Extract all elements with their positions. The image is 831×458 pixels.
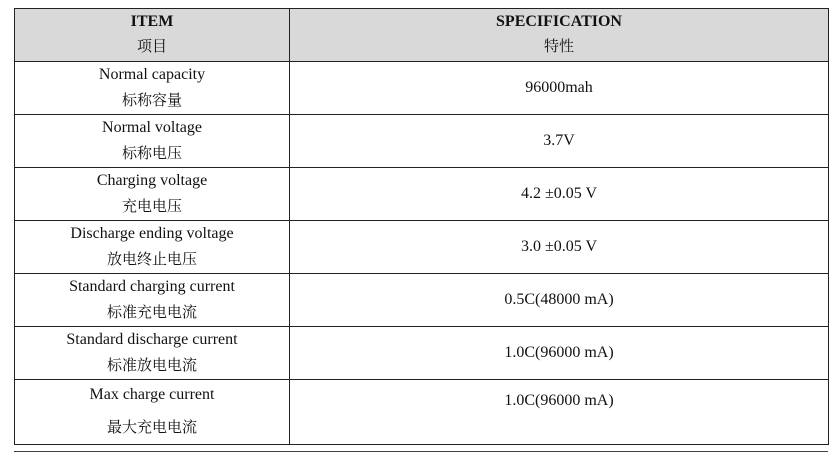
table-row [15,327,829,380]
item-label-en: Normal voltage [102,119,202,136]
item-label-zh: 放电终止电压 [106,250,197,268]
spec-value: 0.5C(48000 mA) [290,274,829,327]
item-header-en: ITEM [130,13,174,30]
item-header-zh: 项目 [136,37,167,55]
item-label-en: Discharge ending voltage [70,225,234,242]
item-label-en: Max charge current [89,386,215,403]
spec-column-header [290,9,829,62]
item-cell [15,221,290,274]
item-label-zh: 充电电压 [121,197,182,215]
spec-header-en: SPECIFICATION [496,13,622,30]
item-label-zh: 标准放电电流 [106,356,197,374]
item-label-en: Standard charging current [69,278,235,295]
spec-value: 1.0C(96000 mA) [290,380,829,445]
table-row [15,115,829,168]
item-cell [15,168,290,221]
item-label-en: Normal capacity [98,66,206,83]
item-cell [15,115,290,168]
item-column-header [15,9,290,62]
item-label-en: Charging voltage [96,172,208,189]
table-header-row [15,9,829,62]
item-label-zh: 标称容量 [121,91,182,109]
item-cell [15,62,290,115]
spec-header-zh: 特性 [543,37,574,55]
specification-table [14,8,829,445]
table-row [15,274,829,327]
item-cell [15,327,290,380]
spec-value: 1.0C(96000 mA) [290,327,829,380]
table-row [15,221,829,274]
spec-value: 4.2 ±0.05 V [290,168,829,221]
spec-value: 96000mah [290,62,829,115]
table-row [15,168,829,221]
item-label-zh: 标准充电电流 [106,303,197,321]
item-label-zh: 最大充电电流 [106,418,197,436]
item-cell [15,380,290,445]
table-row [15,62,829,115]
spec-value: 3.0 ±0.05 V [290,221,829,274]
item-label-en: Standard discharge current [66,331,238,348]
table-row [15,380,829,445]
spec-value: 3.7V [290,115,829,168]
bottom-rule-divider [14,451,828,452]
item-cell [15,274,290,327]
item-label-zh: 标称电压 [121,144,182,162]
